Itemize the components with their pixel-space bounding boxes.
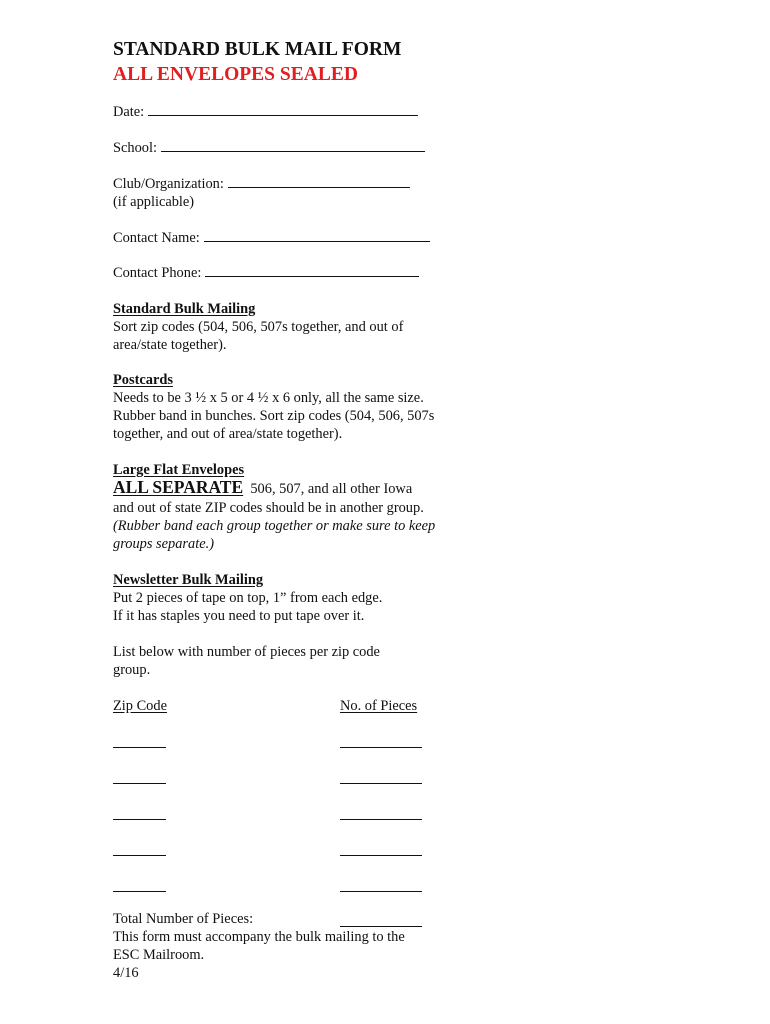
contact-phone-blank[interactable]: [205, 275, 419, 277]
postcards-line: together, and out of area/state together).: [113, 426, 343, 442]
flat-heading: Large Flat Envelopes: [113, 462, 245, 478]
pieces-header: No. of Pieces: [340, 698, 418, 714]
page-title: STANDARD BULK MAIL FORM: [113, 39, 402, 60]
flat-line-2: and out of state ZIP codes should be in another group.: [113, 500, 424, 516]
flat-italic-line: groups separate.): [113, 536, 214, 552]
standard-line: Sort zip codes (504, 506, 507s together, and out of: [113, 319, 404, 335]
postcards-heading: Postcards: [113, 372, 173, 388]
contact-phone-field: [113, 264, 419, 282]
list-intro-line: group.: [113, 662, 151, 678]
postcards-line: Rubber band in bunches. Sort zip codes (504, 506, 507s: [113, 408, 435, 424]
pieces-blank[interactable]: [340, 783, 422, 784]
newsletter-heading: Newsletter Bulk Mailing: [113, 572, 264, 588]
list-intro-line: List below with number of pieces per zip code: [113, 644, 380, 660]
zip-code-header: Zip Code: [113, 698, 167, 714]
zip-blank[interactable]: [113, 783, 166, 784]
flat-line-1-rest: 506, 507, and all other Iowa: [250, 481, 413, 497]
postcards-line: Needs to be 3 ½ x 5 or 4 ½ x 6 only, all the same size.: [113, 390, 424, 406]
pieces-blank[interactable]: [340, 891, 422, 892]
school-label: School:: [113, 140, 157, 156]
club-label: Club/Organization:: [113, 176, 224, 192]
form-version: 4/16: [113, 965, 139, 981]
pieces-blank[interactable]: [340, 747, 422, 748]
flat-line-1: [113, 478, 412, 498]
standard-line: area/state together).: [113, 337, 227, 353]
school-blank[interactable]: [161, 150, 425, 152]
zip-blank[interactable]: [113, 855, 166, 856]
contact-name-field: [113, 229, 430, 247]
date-label: Date:: [113, 104, 145, 120]
date-blank[interactable]: [148, 114, 418, 116]
newsletter-line: If it has staples you need to put tape over it.: [113, 608, 365, 624]
date-field: [113, 103, 418, 121]
all-separate-emphasis: ALL SEPARATE: [113, 477, 244, 497]
contact-phone-label: Contact Phone:: [113, 265, 202, 281]
zip-blank[interactable]: [113, 747, 166, 748]
zip-blank[interactable]: [113, 891, 166, 892]
club-blank[interactable]: [228, 186, 410, 188]
total-label: Total Number of Pieces:: [113, 911, 254, 927]
footer-line: ESC Mailroom.: [113, 947, 205, 963]
club-note: (if applicable): [113, 194, 195, 210]
footer-line: This form must accompany the bulk mailing to the: [113, 929, 405, 945]
page-subtitle: ALL ENVELOPES SEALED: [113, 64, 358, 85]
total-blank[interactable]: [340, 926, 422, 927]
zip-blank[interactable]: [113, 819, 166, 820]
standard-heading: Standard Bulk Mailing: [113, 301, 256, 317]
contact-name-label: Contact Name:: [113, 230, 200, 246]
pieces-blank[interactable]: [340, 855, 422, 856]
club-field: [113, 175, 410, 193]
flat-italic-line: (Rubber band each group together or make sure to keep: [113, 518, 436, 534]
contact-name-blank[interactable]: [204, 240, 430, 242]
pieces-blank[interactable]: [340, 819, 422, 820]
newsletter-line: Put 2 pieces of tape on top, 1” from each edge.: [113, 590, 383, 606]
school-field: [113, 139, 425, 157]
